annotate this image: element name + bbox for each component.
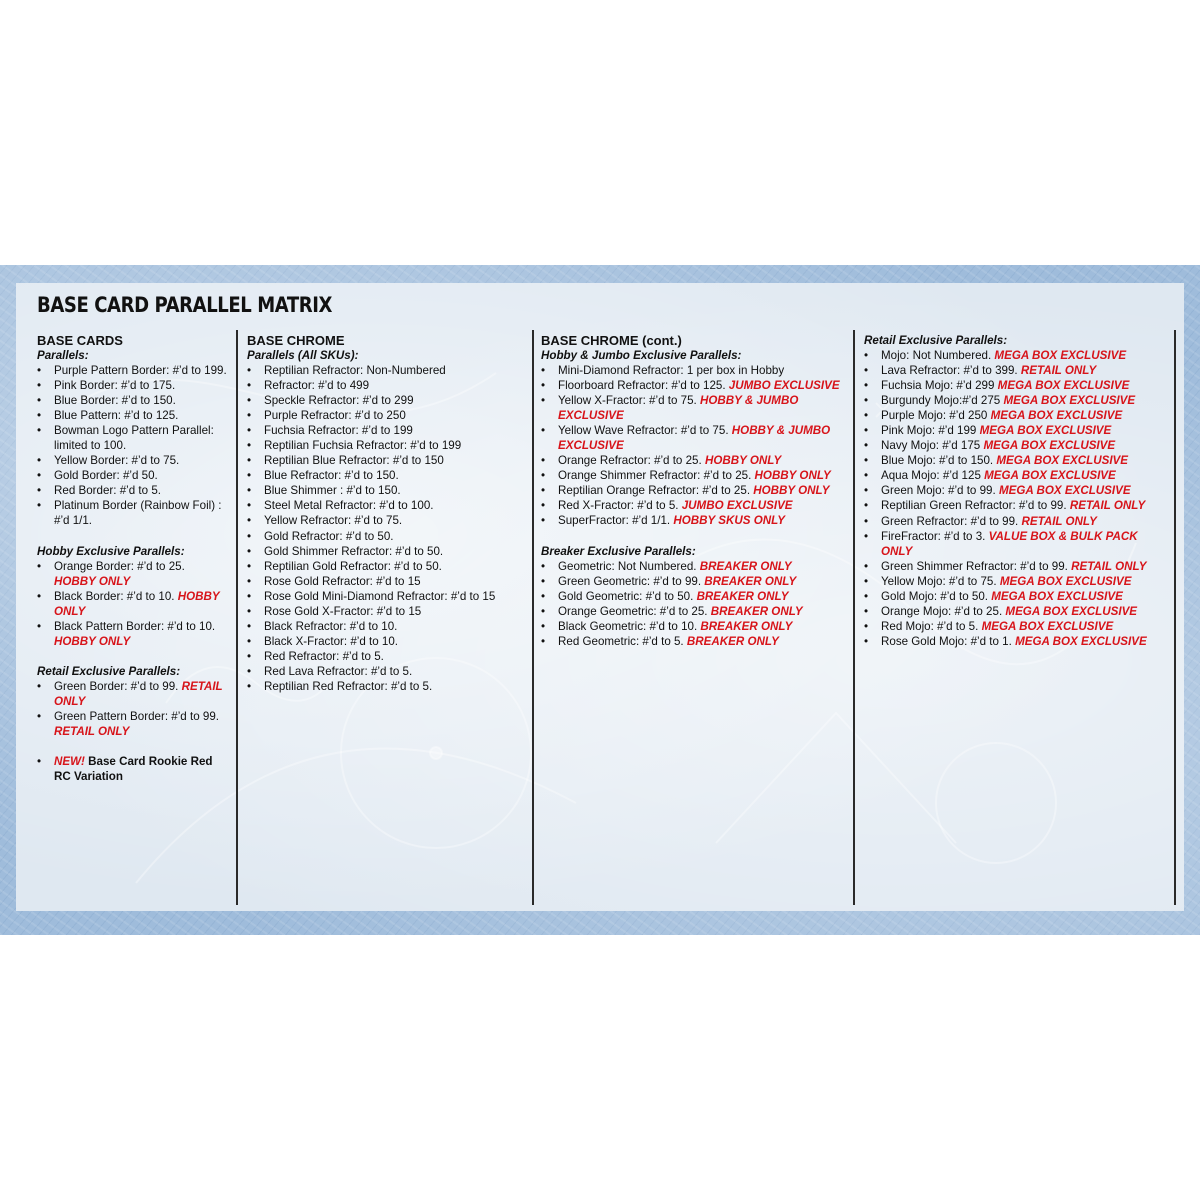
exclusive-tag: JUMBO EXCLUSIVE [728,379,840,393]
list-item [541,423,847,453]
list-item [541,619,847,634]
item-text: Lava Refractor: #’d to 399. [881,364,1018,378]
item-text: Black X-Fractor: #’d to 10. [264,634,399,648]
list-item [864,589,1164,604]
list-item [541,363,847,378]
exclusive-tag: MEGA BOX EXCLUSIVE [999,574,1132,588]
exclusive-tag: BREAKER ONLY [696,589,789,603]
exclusive-tag: MEGA BOX EXCLUSIVE [984,469,1116,483]
page-title: BASE CARD PARALLEL MATRIX [37,293,333,317]
parallel-list [541,559,847,649]
item-text: Orange Geometric: #’d to 25. [558,604,708,618]
item-text: Steel Metal Refractor: #’d to 100. [264,499,434,513]
exclusive-tag: RETAIL ONLY [1021,514,1097,528]
list-item [37,619,229,649]
section-subheading: Retail Exclusive Parallels: [864,334,1008,347]
item-text: Fuchsia Mojo: #’d 299 [881,379,995,393]
list-item [247,634,522,649]
item-text: Blue Shimmer : #’d to 150. [264,484,401,498]
list-item [247,453,522,468]
list-item [247,393,522,408]
list-item [864,498,1164,513]
list-item [37,589,229,619]
list-item [37,393,229,408]
list-item [541,378,847,393]
list-item [864,363,1164,378]
item-text: Red X-Fractor: #’d to 5. [558,499,679,513]
exclusive-tag: RETAIL ONLY [54,679,223,708]
section-subheading: Hobby & Jumbo Exclusive Parallels: [541,349,742,362]
item-text: Rose Gold Refractor: #’d to 15 [264,574,421,588]
exclusive-tag: HOBBY & JUMBO EXCLUSIVE [558,424,831,453]
column-divider [853,330,855,905]
parallel-list [864,348,1164,649]
parallel-list [37,754,229,784]
exclusive-tag: MEGA BOX EXCLUSIVE [997,379,1130,393]
item-text: Reptilian Gold Refractor: #’d to 50. [264,559,442,573]
column-base-chrome-cont [541,333,847,649]
item-text: Black Geometric: #’d to 10. [558,619,698,633]
list-item [247,559,522,574]
item-text: Platinum Border (Rainbow Foil) : #’d 1/1. [54,499,222,528]
new-badge: NEW! [54,754,85,768]
section-spacer [37,649,229,664]
list-item [247,544,522,559]
list-item [247,438,522,453]
list-item [864,423,1164,438]
item-text: Blue Pattern: #’d to 125. [54,409,179,423]
item-text: Black Refractor: #’d to 10. [264,619,398,633]
list-item [864,348,1164,363]
exclusive-tag: JUMBO EXCLUSIVE [681,499,793,513]
list-item [37,498,229,528]
item-text: Green Geometric: #’d to 99. [558,574,702,588]
item-text: Orange Border: #’d to 25. [54,559,185,573]
list-item [247,468,522,483]
list-item [864,529,1164,559]
section-subheading: Hobby Exclusive Parallels: [37,544,185,558]
list-item [247,604,522,619]
exclusive-tag: HOBBY ONLY [753,484,830,498]
exclusive-tag: BREAKER ONLY [710,604,803,618]
parallel-list [37,559,229,649]
item-text: Blue Border: #’d to 150. [54,394,176,408]
exclusive-tag: MEGA BOX EXCLUSIVE [996,454,1129,468]
list-item [37,468,229,483]
exclusive-tag: RETAIL ONLY [1020,364,1097,378]
item-text: Purple Pattern Border: #’d to 199. [54,364,227,377]
item-text: Gold Mojo: #’d to 50. [881,589,988,603]
column-base-cards [37,333,229,784]
exclusive-tag: RETAIL ONLY [1071,559,1147,573]
list-item [864,604,1164,619]
item-text: Rose Gold Mojo: #’d to 1. [881,634,1012,648]
item-text: Red Mojo: #’d to 5. [881,619,979,633]
item-text: Aqua Mojo: #’d 125 [881,469,981,483]
exclusive-tag: BREAKER ONLY [704,574,797,588]
list-item [37,754,229,784]
item-text: Yellow Wave Refractor: #’d to 75. [558,424,729,438]
list-item [541,513,847,528]
list-item [37,559,229,589]
exclusive-tag: MEGA BOX EXCLUSIVE [1015,634,1147,648]
list-item [541,468,847,483]
parallel-list [37,363,229,529]
exclusive-tag: HOBBY ONLY [54,589,220,618]
list-item [37,363,229,378]
column-divider [236,330,238,905]
list-item [541,559,847,574]
list-item [247,529,522,544]
exclusive-tag: MEGA BOX EXCLUSIVE [990,409,1123,423]
parallel-list [247,363,522,694]
column-heading: BASE CHROME (cont.) [541,333,682,348]
list-item [247,574,522,589]
list-item [541,498,847,513]
exclusive-tag: MEGA BOX EXCLUSIVE [1005,604,1138,618]
list-item [37,483,229,498]
exclusive-tag: RETAIL ONLY [1069,499,1146,513]
list-item [247,664,522,679]
parallel-list [541,363,847,529]
list-item [864,619,1164,634]
exclusive-tag: HOBBY ONLY [704,454,782,468]
list-item [247,679,522,694]
exclusive-tag: BREAKER ONLY [700,619,793,633]
item-text: Refractor: #’d to 499 [264,379,370,393]
item-text: FireFractor: #’d to 3. [881,529,986,543]
list-item [541,574,847,589]
item-text: Mojo: Not Numbered. [881,349,992,362]
section-subheading: Retail Exclusive Parallels: [37,664,181,678]
column-divider [1174,330,1176,905]
list-item [247,513,522,528]
parallel-list [37,679,229,739]
item-text: Green Refractor: #’d to 99. [881,514,1019,528]
item-text: Orange Mojo: #’d to 25. [881,604,1003,618]
list-item [864,468,1164,483]
list-item [541,589,847,604]
exclusive-tag: BREAKER ONLY [699,559,792,573]
item-text: Red Refractor: #’d to 5. [264,649,384,663]
item-text: Rose Gold Mini-Diamond Refractor: #’d to 15 [264,589,496,603]
item-text: Floorboard Refractor: #’d to 125. [558,379,726,393]
exclusive-tag: HOBBY ONLY [754,469,831,483]
list-item [864,559,1164,574]
item-text: Black Border: #’d to 10. [54,589,175,603]
item-text: Green Pattern Border: #’d to 99. [54,709,219,723]
exclusive-tag: MEGA BOX EXCLUSIVE [1003,394,1136,408]
list-item [864,483,1164,498]
item-text: Pink Border: #’d to 175. [54,379,176,393]
item-text: Navy Mojo: #’d 175 [881,439,981,453]
exclusive-tag: HOBBY ONLY [54,574,131,588]
item-text: Green Border: #’d to 99. [54,679,179,693]
column-heading: BASE CHROME [247,333,345,348]
column-base-chrome [247,333,522,694]
item-text: Purple Mojo: #’d 250 [881,409,988,423]
item-text: Red Geometric: #’d to 5. [558,634,684,648]
column-divider [532,330,534,905]
item-text: Red Border: #’d to 5. [54,484,161,498]
list-item [864,408,1164,423]
list-item [541,483,847,498]
list-item [247,423,522,438]
item-text: Yellow Refractor: #’d to 75. [264,514,403,528]
list-item [541,453,847,468]
exclusive-tag: MEGA BOX EXCLUSIVE [998,484,1131,498]
item-text: Geometric: Not Numbered. [558,559,697,573]
list-item [541,393,847,423]
list-item [247,363,522,378]
list-item [247,619,522,634]
section-spacer [541,529,847,544]
item-text: Mini-Diamond Refractor: 1 per box in Hobby [558,364,785,377]
list-item [37,423,229,453]
list-item [864,634,1164,649]
exclusive-tag: HOBBY & JUMBO EXCLUSIVE [558,394,799,423]
item-text: Pink Mojo: #’d 199 [881,424,977,438]
item-text: Gold Refractor: #’d to 50. [264,529,394,543]
list-item [37,378,229,393]
list-item [864,438,1164,453]
exclusive-tag: MEGA BOX EXCLUSIVE [983,439,1116,453]
item-text: Base Card Rookie Red RC Variation [54,754,213,784]
section-spacer [37,529,229,544]
item-text: Reptilian Red Refractor: #’d to 5. [264,679,433,693]
exclusive-tag: MEGA BOX EXCLUSIVE [979,424,1112,438]
list-item [864,574,1164,589]
item-text: Red Lava Refractor: #’d to 5. [264,664,413,678]
list-item [37,709,229,739]
item-text: SuperFractor: #’d 1/1. [558,514,671,528]
list-item [864,393,1164,408]
list-item [541,634,847,649]
list-item [541,604,847,619]
exclusive-tag: HOBBY ONLY [54,634,131,648]
section-subheading: Breaker Exclusive Parallels: [541,544,696,558]
item-text: Gold Border: #’d 50. [54,469,158,483]
column-retail-exclusive [864,333,1164,649]
item-text: Rose Gold X-Fractor: #’d to 15 [264,604,422,618]
list-item [864,514,1164,529]
exclusive-tag: RETAIL ONLY [54,724,130,738]
exclusive-tag: VALUE BOX & BULK PACK ONLY [881,529,1138,558]
item-text: Blue Mojo: #’d to 150. [881,454,994,468]
list-item [247,408,522,423]
item-text: Reptilian Orange Refractor: #’d to 25. [558,484,751,498]
item-text: Green Shimmer Refractor: #’d to 99. [881,559,1068,573]
item-text: Speckle Refractor: #’d to 299 [264,394,414,408]
item-text: Blue Refractor: #’d to 150. [264,469,399,483]
item-text: Black Pattern Border: #’d to 10. [54,619,216,633]
list-item [864,378,1164,393]
item-text: Orange Refractor: #’d to 25. [558,454,702,468]
item-text: Gold Shimmer Refractor: #’d to 50. [264,544,444,558]
list-item [37,679,229,709]
item-text: Purple Refractor: #’d to 250 [264,409,406,423]
exclusive-tag: MEGA BOX EXCLUSIVE [994,349,1127,362]
exclusive-tag: MEGA BOX EXCLUSIVE [991,589,1123,603]
list-item [37,408,229,423]
item-text: Reptilian Blue Refractor: #’d to 150 [264,454,444,468]
section-spacer [37,739,229,754]
item-text: Reptilian Green Refractor: #’d to 99. [881,499,1067,513]
exclusive-tag: HOBBY SKUS ONLY [673,514,786,528]
section-subheading: Parallels (All SKUs): [247,349,359,362]
item-text: Orange Shimmer Refractor: #’d to 25. [558,469,752,483]
list-item [37,453,229,468]
item-text: Yellow X-Fractor: #’d to 75. [558,394,697,408]
list-item [247,483,522,498]
item-text: Yellow Border: #’d to 75. [54,454,180,468]
list-item [247,589,522,604]
item-text: Yellow Mojo: #’d to 75. [881,574,997,588]
list-item [247,649,522,664]
column-heading: BASE CARDS [37,333,123,348]
list-item [247,498,522,513]
exclusive-tag: MEGA BOX EXCLUSIVE [981,619,1114,633]
list-item [864,453,1164,468]
item-text: Bowman Logo Pattern Parallel: limited to 100. [54,424,214,453]
section-subheading: Parallels: [37,349,89,362]
exclusive-tag: BREAKER ONLY [686,634,779,648]
item-text: Green Mojo: #’d to 99. [881,484,996,498]
item-text: Burgundy Mojo:#’d 275 [881,394,1001,408]
item-text: Reptilian Refractor: Non-Numbered [264,364,446,377]
list-item [247,378,522,393]
item-text: Fuchsia Refractor: #’d to 199 [264,424,413,438]
item-text: Gold Geometric: #’d to 50. [558,589,694,603]
item-text: Reptilian Fuchsia Refractor: #’d to 199 [264,439,462,453]
